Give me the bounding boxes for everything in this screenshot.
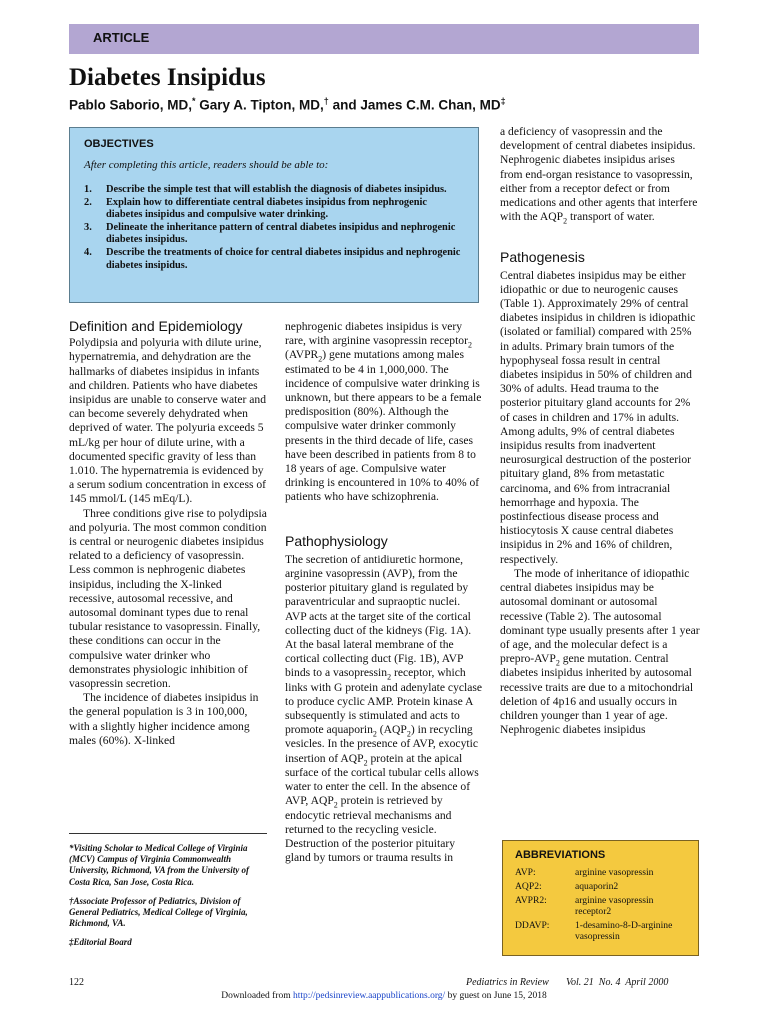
objective-item [84, 197, 464, 222]
subscript: 2 [318, 354, 323, 364]
abbreviation-term: AQP2: [515, 881, 542, 892]
download-suffix: by guest on June 15, 2018 [445, 991, 547, 1001]
abbreviation-row [515, 895, 698, 917]
abbreviations-box [502, 840, 699, 956]
page-number: 122 [69, 977, 84, 988]
download-prefix: Downloaded from [221, 991, 293, 1001]
paragraph [285, 553, 483, 865]
text-run: The secretion of antidiuretic hormone, arginine vasopressin (AVP), from the posterior pituitary gland is regulated by paraventricular and supraoptic nuclei. AVP acts at the target site of the cortical collecting duct of the kidneys (Fig. 1A). At the basal lateral membrane of the cortical collecting duct (Fig. 1B), AVP binds to a vasopressin [285, 552, 472, 680]
abbreviation-term: AVP: [515, 867, 536, 878]
subscript: 2 [563, 216, 568, 226]
abbreviation-definition: aquaporin2 [575, 881, 619, 892]
text-run: gene mutation. Central diabetes insipidus inherited by autosomal recessive traits are due to a mitochondrial deletion of 4p16 and usually occurs in children younger than 1 year of age. Nephrogenic diabetes insipidus [500, 652, 694, 737]
author-1-mark: * [192, 96, 196, 106]
abbreviation-row [515, 867, 698, 878]
section-heading-pathogenesis: Pathogenesis [500, 249, 585, 266]
column-3 [500, 125, 700, 737]
author-2-mark: † [323, 96, 329, 106]
author-2: Gary A. Tipton, MD, [195, 97, 324, 113]
subscript: 2 [387, 672, 392, 682]
objective-number: 2. [84, 196, 92, 208]
footnote: †Associate Professor of Pediatrics, Division of General Pediatrics, Medical College of Virginia, Richmond, VA. [69, 895, 248, 929]
objective-number: 4. [84, 246, 92, 258]
objectives-intro: After completing this article, readers should be able to: [84, 159, 329, 171]
objectives-box [69, 127, 479, 303]
section-heading-pathophysiology: Pathophysiology [285, 532, 388, 549]
subscript: 2 [372, 729, 377, 739]
text-run: receptor, which links with G protein and adenylate cyclase to produce cyclic AMP. Protein kinase A subsequently is stimulated and acts to promote aquaporin [285, 666, 483, 737]
objective-text: Delineate the inheritance pattern of central diabetes insipidus and nephrogenic diabetes insipidus. [106, 221, 456, 246]
section-heading-definition: Definition and Epidemiology [69, 318, 243, 334]
column-2 [285, 320, 483, 865]
objectives-heading: OBJECTIVES [84, 138, 154, 150]
objective-text: Describe the treatments of choice for central diabetes insipidus and nephrogenic diabetes insipidus. [106, 246, 461, 271]
text-run: ) in recycling vesicles. In the presence of AVP, exocytic insertion of AQP [285, 723, 478, 765]
paragraph: Three conditions give rise to polydipsia and polyuria. The most common condition is central or neurogenic diabetes insipidus related to a deficiency of vasopressin. Less common is nephrogenic diabetes insipidus, including the X-linked recessive, autosomal recessive, and autosomal dominant types due to renal tubular resistance to vasopressin. Finally, these conditions can occur in the compulsive water drinker who demonstrates physiologic inhibition of vasopressin secretion. [69, 506, 267, 691]
abbreviation-term: AVPR2: [515, 895, 547, 906]
objective-item [84, 184, 464, 197]
abbreviation-term: DDAVP: [515, 920, 550, 931]
objective-text: Describe the simple test that will establish the diagnosis of diabetes insipidus. [106, 184, 447, 195]
text-run: a deficiency of vasopressin and the development of central diabetes insipidus. Nephrogenic diabetes insipidus arises from end-organ resistance to vasopressin, either from a receptor defect or from medications and other agents that interfere with the AQP [500, 125, 698, 224]
abbreviation-row [515, 881, 698, 892]
subscript: 2 [363, 758, 368, 767]
paragraph: The incidence of diabetes insipidus in the general population is 3 in 100,000, with a slightly higher incidence among males (60%). X-linked [69, 691, 259, 747]
paragraph [285, 320, 483, 505]
paragraph [500, 125, 700, 224]
subscript: 2 [467, 340, 472, 350]
text-run: (AVPR [285, 348, 319, 362]
footnotes [69, 843, 269, 957]
abbreviation-definition: arginine vasopressin [575, 867, 654, 878]
text-run: ) gene mutations among males estimated to be 4 in 1,000,000. The incidence of compulsive water drinking is unknown, but there appears to be a female predisposition (80%). Although the compulsive water drinker commonly presents in the third decade of life, cases have been described in patients from 8 to 18 years of age. Compulsive water drinking is encountered in 10% to 40% of patients who have schizophrenia. [285, 348, 482, 504]
journal-name: Pediatrics in Review [466, 977, 549, 988]
objective-item [84, 247, 464, 272]
objective-text: Explain how to differentiate central diabetes insipidus from nephrogenic diabetes insipidus and compulsive water drinking. [106, 196, 427, 221]
author-1: Pablo Saborio, MD, [69, 97, 193, 113]
author-3: and James C.M. Chan, MD [328, 97, 501, 113]
author-line [69, 96, 506, 113]
issue-info: Vol. 21 No. 4 April 2000 [566, 977, 669, 988]
text-run: (AQP [376, 723, 407, 737]
column-1 [69, 319, 267, 748]
abbreviation-definition: arginine vasopressin receptor2 [575, 895, 654, 917]
text-run: protein at the apical surface of the cortical tubular cells allows water to enter the cell. In the absence of AVP, AQP [285, 751, 479, 808]
objective-number: 3. [84, 221, 92, 233]
footnote: *Visiting Scholar to Medical College of Virginia (MCV) Campus of Virginia Commonwealth University, Richmond, VA from the University of Costa Rica, San Jose, Costa Rica. [69, 843, 250, 887]
footnote: ‡Editorial Board [69, 937, 132, 948]
source-link[interactable]: http://pedsinreview.aappublications.org/ [292, 991, 446, 1001]
abbreviation-definition: 1-desamino-8-D-arginine vasopressin [575, 920, 673, 942]
subscript: 2 [406, 729, 411, 739]
section-header-bar [69, 24, 699, 54]
article-title: Diabetes Insipidus [69, 64, 266, 91]
paragraph [500, 567, 700, 737]
paragraph: Central diabetes insipidus may be either idiopathic or due to neurogenic causes (Table 1). Approximately 29% of central diabetes insipidus in children is idiopathic (isolated or familial) compared with 25% in adults. Primary brain tumors of the hypophyseal fossa result in central diabetes insipidus in 50% of children and 30% of adults. Head trauma to the posterior pituitary gland accounts for 2% of cases in children and 17% in adults. Among adults, 9% of central diabetes insipidus results from inadvertent neurosurgical destruction of the posterior pituitary gland, 8% from metastatic carcinoma, and 6% from intracranial hemorrhage and hypoxia. The postinfectious disease process and histiocytosis X cause central diabetes insipidus in 2% and 16% of children, respectively. [500, 268, 696, 566]
text-run: The mode of inheritance of idiopathic central diabetes insipidus may be autosomal dominant or autosomal recessive (Table 2). The autosomal dominant type usually presents after 1 year of age, and the molecular defect is a prepro-AVP [500, 566, 700, 666]
abbreviations-heading: ABBREVIATIONS [515, 849, 606, 861]
text-run: protein is retrieved by endocytic retrieval mechanisms and returned to the recycling vesicle. Destruction of the posterior pituitary gland by tumors or trauma results in [285, 794, 456, 865]
objectives-list [84, 184, 464, 272]
objective-item [84, 222, 464, 247]
subscript: 2 [333, 800, 338, 810]
abbreviation-row [515, 920, 698, 942]
section-label: ARTICLE [93, 30, 150, 45]
text-run: transport of water. [567, 210, 655, 224]
subscript: 2 [555, 658, 560, 668]
text-run: nephrogenic diabetes insipidus is very rare, with arginine vasopressin receptor [285, 320, 468, 348]
download-notice [0, 991, 768, 1001]
footnote-divider [69, 833, 267, 834]
author-3-mark: ‡ [500, 96, 506, 106]
objective-number: 1. [84, 184, 92, 195]
paragraph: Polydipsia and polyuria with dilute urine, hypernatremia, and dehydration are the hallmarks of diabetes insipidus in infants and children. Patients who have diabetes insipidus are unable to conserve water and can become severely dehydrated when deprived of water. The polyuria exceeds 5 mL/kg per hour of dilute urine, with a documented specific gravity of less than 1.010. The hypernatremia is evidenced by a serum sodium concentration in excess of 145 mmol/L (145 mEq/L). [69, 336, 267, 506]
